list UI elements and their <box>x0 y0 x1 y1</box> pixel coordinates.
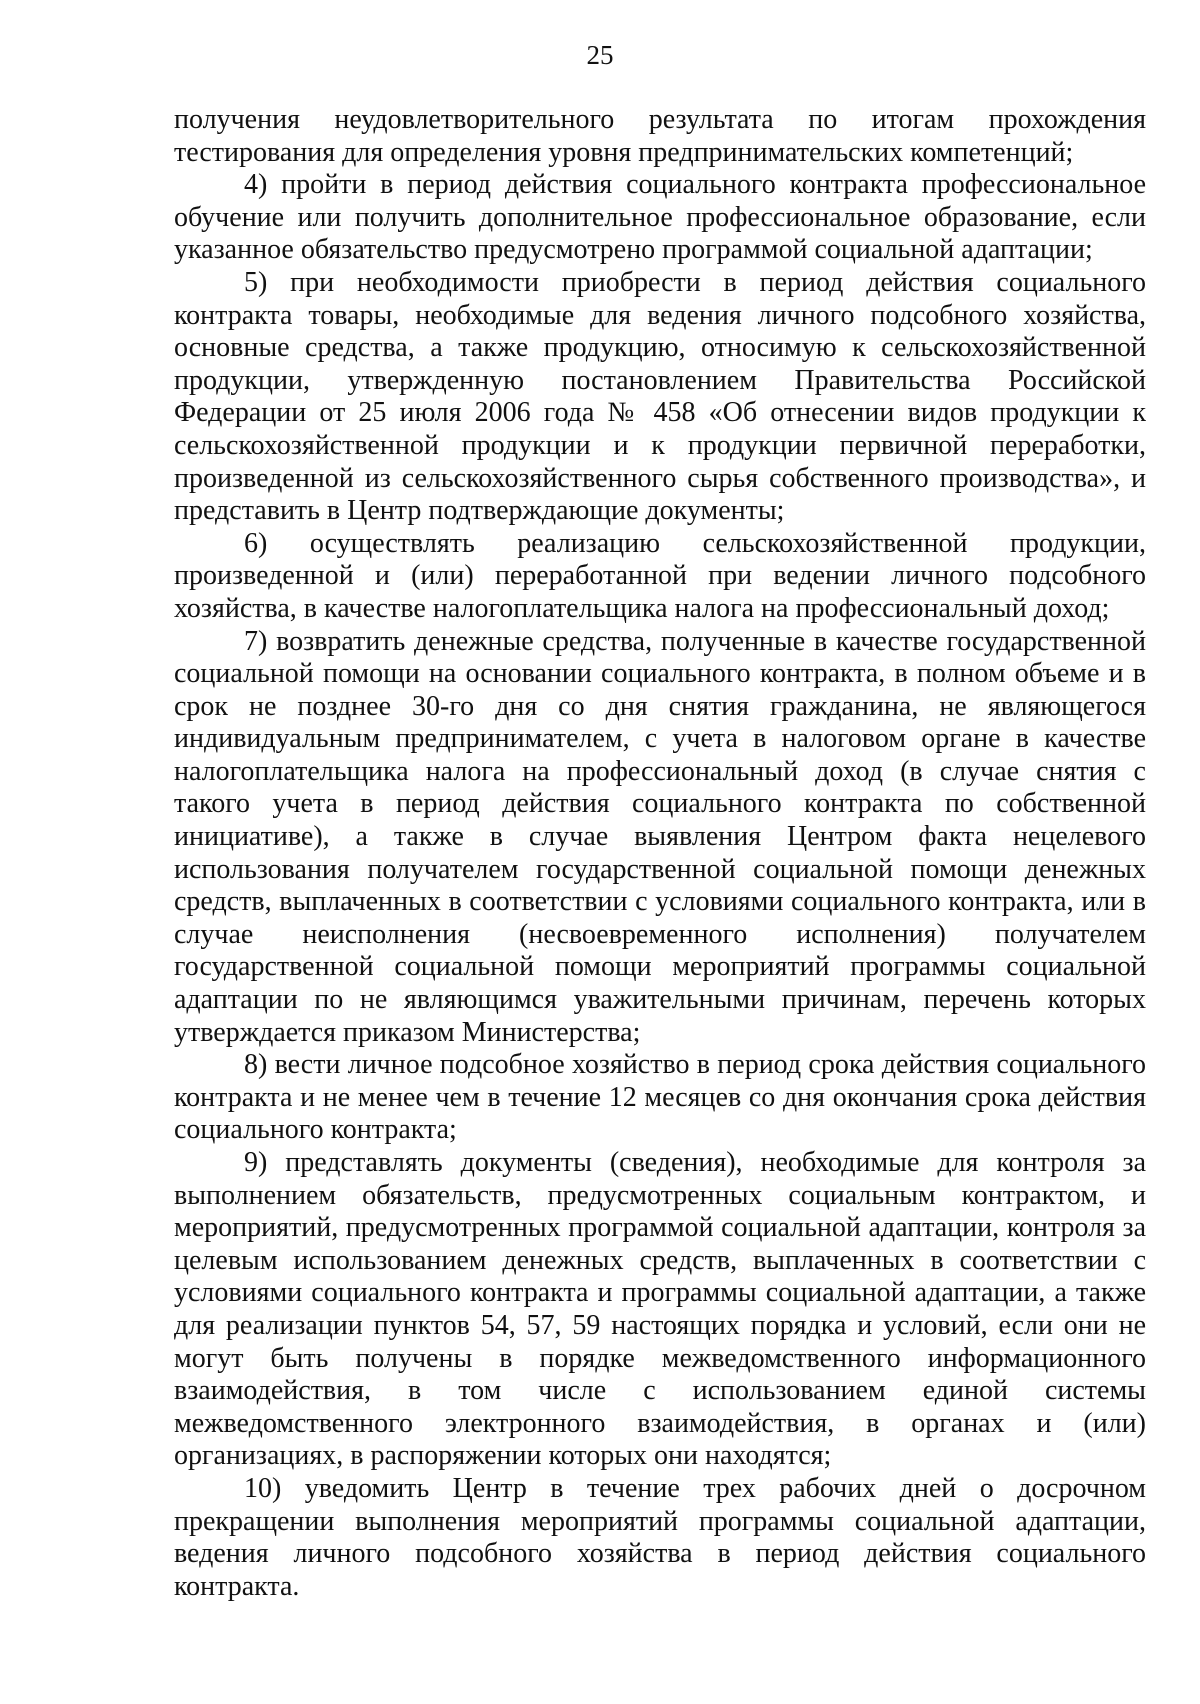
paragraph-item-6: 6) осуществлять реализацию сельскохозяйственной продукции, произведенной и (или) переработанной при ведении личного подсобного хозяйства, в качестве налогоплательщика налога на профессиональный доход; <box>174 527 1146 624</box>
paragraph-item-7: 7) возвратить денежные средства, полученные в качестве государственной социальной помощи на основании социального контракта, в полном объеме и в срок не позднее 30-го дня со дня снятия гражданина, не являющегося индивидуальным предпринимателем, с учета в налоговом органе в качестве налогоплательщика налога на профессиональный доход (в случае снятия с такого учета в период действия социального контракта по собственной инициативе), а также в случае выявления Центром факта нецелевого использования получателем государственной социальной помощи денежных средств, выплаченных в соответствии с условиями социального контракта, или в случае неисполнения (несвоевременного исполнения) получателем государственной социальной помощи мероприятий программы социальной адаптации по не являющимся уважительными причинам, перечень которых утверждается приказом Министерства; <box>174 625 1146 1048</box>
paragraph-continuation: получения неудовлетворительного результата по итогам прохождения тестирования для определения уровня предпринимательских компетенций; <box>174 104 1146 168</box>
paragraph-item-5: 5) при необходимости приобрести в период действия социального контракта товары, необходимые для ведения личного подсобного хозяйства, основные средства, а также продукцию, относимую к сельскохозяйственной продукции, утвержденную постановлением Правительства Российской Федерации от 25 июля 2006 года № 458 «Об отнесении видов продукции к сельскохозяйственной продукции и к продукции первичной переработки, произведенной из сельскохозяйственного сырья собственного производства», и представить в Центр подтверждающие документы; <box>174 266 1146 527</box>
paragraph-item-4: 4) пройти в период действия социального контракта профессиональное обучение или получить дополнительное профессиональное образование, если указанное обязательство предусмотрено программой социальной адаптации; <box>174 169 1146 266</box>
paragraph-item-10: 10) уведомить Центр в течение трех рабочих дней о досрочном прекращении выполнения мероприятий программы социальной адаптации, ведения личного подсобного хозяйства в период действия социального контракта. <box>174 1472 1146 1602</box>
paragraph-item-9: 9) представлять документы (сведения), необходимые для контроля за выполнением обязательств, предусмотренных социальным контрактом, и мероприятий, предусмотренных программой социальной адаптации, контроля за целевым использованием денежных средств, выплаченных в соответствии с условиями социального контракта и программы социальной адаптации, а также для реализации пунктов 54, 57, 59 настоящих порядка и условий, если они не могут быть получены в порядке межведомственного информационного взаимодействия, в том числе с использованием единой системы межведомственного электронного взаимодействия, в органах и (или) организациях, в распоряжении которых они находятся; <box>174 1147 1146 1472</box>
page-number: 25 <box>586 40 614 70</box>
paragraph-item-8: 8) вести личное подсобное хозяйство в период срока действия социального контракта и не менее чем в течение 12 месяцев со дня окончания срока действия социального контракта; <box>174 1049 1146 1146</box>
document-body <box>174 104 1146 1603</box>
